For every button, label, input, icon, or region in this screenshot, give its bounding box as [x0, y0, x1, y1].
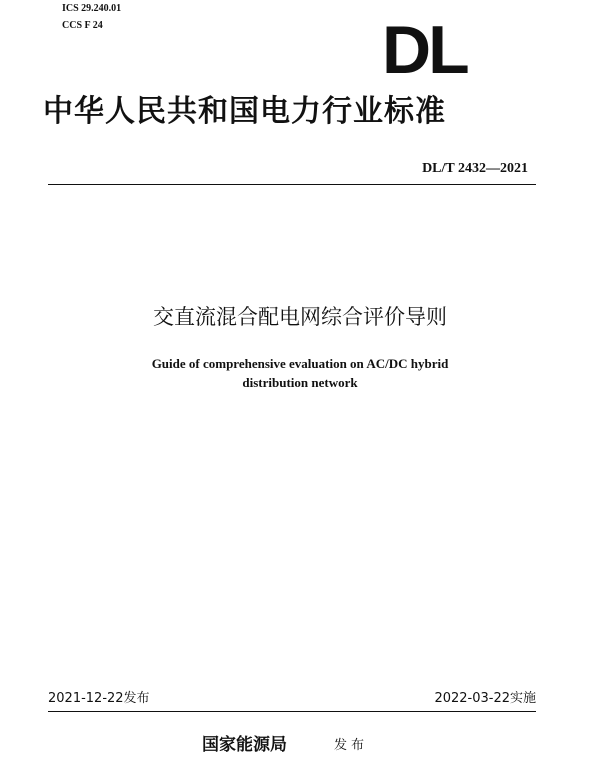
standard-number: DL/T 2432—2021	[422, 161, 528, 176]
issuing-authority: 国家能源局	[202, 735, 287, 755]
document-title-en-line1: Guide of comprehensive evaluation on AC/DC hybrid	[151, 356, 449, 371]
industry-standard-title: 中华人民共和国电力行业标准	[43, 94, 446, 129]
top-divider	[48, 184, 536, 185]
dl-logo: DL	[382, 12, 467, 88]
implementation-date: 2022-03-22实施	[434, 691, 536, 706]
document-title-en-line2: distribution network	[242, 375, 358, 390]
ccs-code: CCS F 24	[62, 20, 103, 31]
ics-code: ICS 29.240.01	[62, 3, 122, 14]
document-title-zh: 交直流混合配电网综合评价导则	[153, 305, 447, 329]
issued-label: 发布	[334, 738, 369, 753]
issue-date: 2021-12-22发布	[48, 691, 150, 706]
document-title-en	[0, 354, 600, 392]
bottom-divider	[48, 711, 536, 712]
